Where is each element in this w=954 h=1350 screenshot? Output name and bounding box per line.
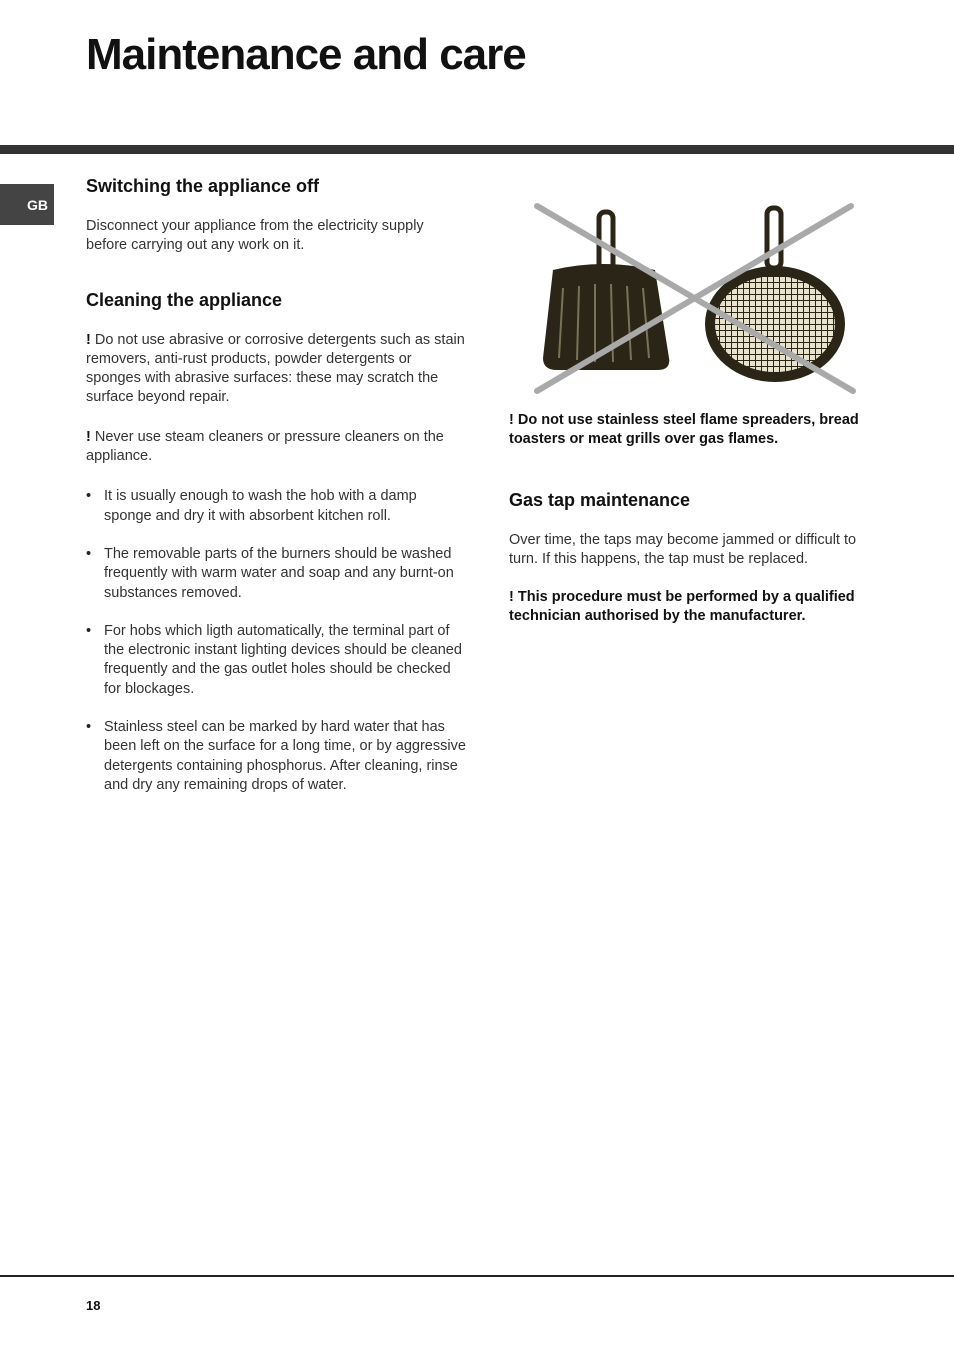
cleaning-list — [86, 487, 466, 795]
warning-mark: ! — [509, 589, 514, 606]
section-heading-gas-tap: Gas tap maintenance — [509, 489, 691, 510]
section-heading-cleaning: Cleaning the appliance — [86, 289, 283, 310]
illustration-caption: ! Do not use stainless steel flame spreaders, bread toasters or meat grills over gas flames. — [509, 412, 859, 448]
warning-mark: ! — [86, 331, 91, 348]
section-gas-tap — [509, 490, 889, 627]
gas-tap-text: Over time, the taps may become jammed or difficult to turn. If this happens, the tap must be replaced. — [509, 531, 857, 567]
warning-mark: ! — [86, 428, 91, 445]
gas-tap-warning — [509, 588, 889, 627]
list-item: • It is usually enough to wash the hob with a damp sponge and dry it with absorbent kitchen roll. — [86, 487, 466, 526]
warning-abrasive — [86, 331, 466, 408]
prohibited-accessories-illustration — [533, 198, 873, 403]
list-item: • Stainless steel can be marked by hard water that has been left on the surface for a long time, or by aggressive detergents containing phosphorus. After cleaning, rinse and dry any remaining drops of water. — [86, 718, 466, 795]
page-title: Maintenance and care — [86, 30, 526, 79]
warning-text: Never use steam cleaners or pressure cleaners on the appliance. — [86, 428, 444, 465]
list-item: • For hobs which ligth automatically, the terminal part of the electronic instant lighting devices should be cleaned frequently and the gas outlet holes should be checked for blockages. — [86, 622, 466, 699]
header-divider — [0, 145, 954, 154]
toaster-icon — [543, 212, 669, 370]
section-heading-switching-off: Switching the appliance off — [86, 176, 320, 196]
warning-text: Do not use abrasive or corrosive detergents such as stain removers, anti-rust products, powder detergents or sponges with abrasive surfaces: these may scratch the surface beyond repair. — [86, 331, 465, 406]
footer-divider — [0, 1275, 954, 1277]
right-column — [509, 198, 889, 627]
grill-icon — [705, 208, 845, 382]
list-item: • The removable parts of the burners should be washed frequently with warm water and soap and any burnt-on substances removed. — [86, 545, 466, 603]
section-switching-off — [86, 176, 466, 256]
page-number: 18 — [86, 1298, 101, 1313]
switching-off-text: Disconnect your appliance from the electricity supply before carrying out any work on it. — [86, 218, 424, 254]
language-tab: GB — [0, 184, 54, 225]
warning-text: This procedure must be performed by a qualified technician authorised by the manufacturer. — [509, 589, 855, 625]
left-column — [86, 176, 466, 814]
section-cleaning — [86, 290, 466, 796]
warning-steam — [86, 428, 466, 467]
